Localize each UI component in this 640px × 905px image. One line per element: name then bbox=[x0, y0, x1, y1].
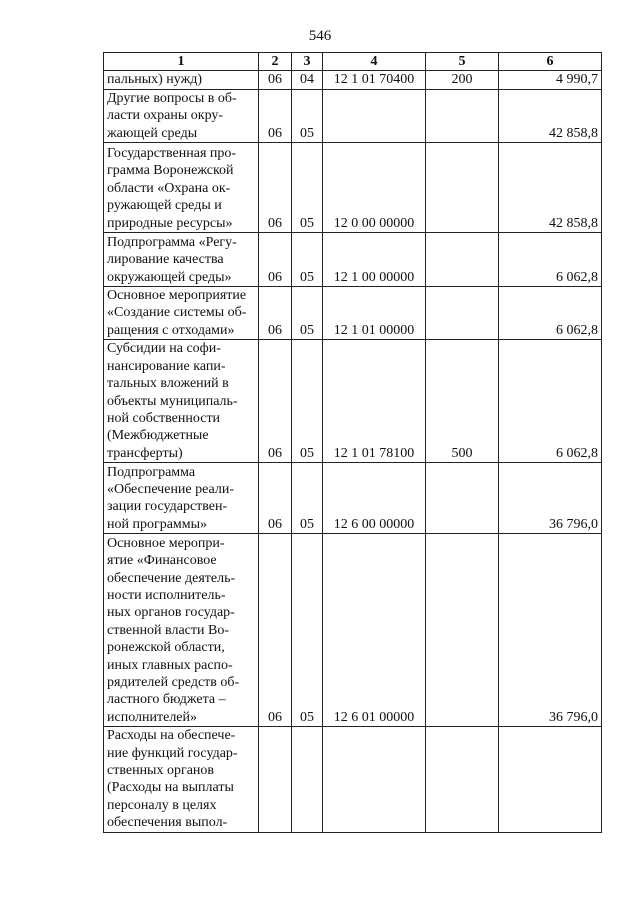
row-expense-type bbox=[426, 287, 499, 340]
row-subsection: 05 bbox=[292, 463, 323, 534]
row-expense-type bbox=[426, 727, 499, 832]
row-expense-type: 500 bbox=[426, 340, 499, 463]
row-target-code: 12 6 00 00000 bbox=[323, 463, 426, 534]
row-expense-type bbox=[426, 534, 499, 727]
row-amount: 6 062,8 bbox=[499, 287, 602, 340]
table-row bbox=[104, 287, 602, 340]
page-number: 546 bbox=[308, 28, 332, 44]
row-target-code: 12 1 01 70400 bbox=[323, 71, 426, 89]
row-amount: 42 858,8 bbox=[499, 143, 602, 233]
row-amount bbox=[499, 727, 602, 832]
row-name: Субсидии на софи- нансирование капи- тальных вложений в объекты муниципаль- ной собственности (Межбюджетные трансферты) bbox=[104, 340, 259, 463]
table-row bbox=[104, 340, 602, 463]
row-name: Подпрограмма «Регу- лирование качества окружающей среды» bbox=[104, 233, 259, 287]
table-row bbox=[104, 534, 602, 727]
row-section: 06 bbox=[259, 287, 292, 340]
table-row bbox=[104, 233, 602, 287]
row-name: Основное мероприятие «Создание системы об- ращения с отходами» bbox=[104, 287, 259, 340]
row-subsection: 05 bbox=[292, 233, 323, 287]
row-amount: 4 990,7 bbox=[499, 71, 602, 89]
row-name: Основное меропри- ятие «Финансовое обеспечение деятель- ности исполнитель- ных органов государ- ственной власти Во- ронежской области, иных главных распо- рядителей средств об- ластного бюджета – исполнителей» bbox=[104, 534, 259, 727]
table-header-row bbox=[104, 53, 602, 71]
row-name: Расходы на обеспече- ние функций государ- ственных органов (Расходы на выплаты персоналу в целях обеспечения выпол- bbox=[104, 727, 259, 832]
row-name: Государственная про- грамма Воронежской области «Охрана ок- ружающей среды и природные ресурсы» bbox=[104, 143, 259, 233]
row-target-code: 12 1 01 78100 bbox=[323, 340, 426, 463]
row-section: 06 bbox=[259, 89, 292, 142]
row-section: 06 bbox=[259, 463, 292, 534]
column-header-4: 4 bbox=[323, 53, 426, 71]
table-row bbox=[104, 89, 602, 142]
row-section: 06 bbox=[259, 233, 292, 287]
budget-table bbox=[103, 52, 602, 833]
column-header-2: 2 bbox=[259, 53, 292, 71]
row-target-code bbox=[323, 727, 426, 832]
row-subsection: 05 bbox=[292, 534, 323, 727]
row-amount: 6 062,8 bbox=[499, 340, 602, 463]
row-section: 06 bbox=[259, 71, 292, 89]
row-name: Другие вопросы в об- ласти охраны окру- жающей среды bbox=[104, 89, 259, 142]
row-name: пальных) нужд) bbox=[104, 71, 259, 89]
row-expense-type bbox=[426, 233, 499, 287]
row-amount: 42 858,8 bbox=[499, 89, 602, 142]
row-subsection: 05 bbox=[292, 143, 323, 233]
row-subsection bbox=[292, 727, 323, 832]
row-expense-type bbox=[426, 89, 499, 142]
row-section: 06 bbox=[259, 143, 292, 233]
row-expense-type: 200 bbox=[426, 71, 499, 89]
row-name: Подпрограмма «Обеспечение реали- зации государствен- ной программы» bbox=[104, 463, 259, 534]
row-expense-type bbox=[426, 143, 499, 233]
row-section: 06 bbox=[259, 340, 292, 463]
table-row bbox=[104, 71, 602, 89]
row-subsection: 05 bbox=[292, 89, 323, 142]
row-subsection: 04 bbox=[292, 71, 323, 89]
row-amount: 6 062,8 bbox=[499, 233, 602, 287]
row-subsection: 05 bbox=[292, 287, 323, 340]
row-target-code: 12 1 00 00000 bbox=[323, 233, 426, 287]
column-header-1: 1 bbox=[104, 53, 259, 71]
row-subsection: 05 bbox=[292, 340, 323, 463]
row-amount: 36 796,0 bbox=[499, 534, 602, 727]
row-target-code: 12 0 00 00000 bbox=[323, 143, 426, 233]
column-header-5: 5 bbox=[426, 53, 499, 71]
row-section bbox=[259, 727, 292, 832]
table-row bbox=[104, 727, 602, 832]
column-header-6: 6 bbox=[499, 53, 602, 71]
column-header-3: 3 bbox=[292, 53, 323, 71]
row-amount: 36 796,0 bbox=[499, 463, 602, 534]
row-target-code: 12 6 01 00000 bbox=[323, 534, 426, 727]
row-target-code: 12 1 01 00000 bbox=[323, 287, 426, 340]
row-section: 06 bbox=[259, 534, 292, 727]
table-row bbox=[104, 463, 602, 534]
row-target-code bbox=[323, 89, 426, 142]
table-row bbox=[104, 143, 602, 233]
row-expense-type bbox=[426, 463, 499, 534]
